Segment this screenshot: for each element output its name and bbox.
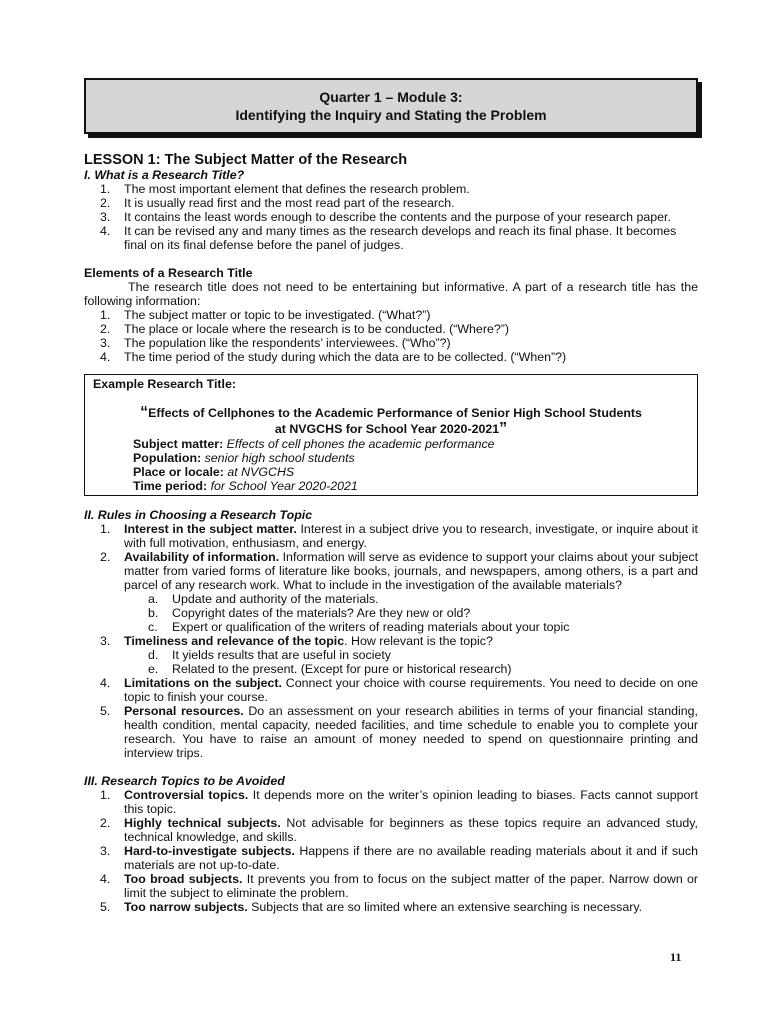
elements-title: Elements of a Research Title xyxy=(84,266,253,280)
module-quarter: Quarter 1 – Module 3: xyxy=(319,89,463,105)
list-item: 2. Highly technical subjects. Not advisable for beginners as these topics require an advanced study, technical knowledge, and skills. xyxy=(100,816,698,844)
sub-item: b. Copyright dates of the materials? Are they new or old? xyxy=(148,606,471,620)
module-header xyxy=(84,78,698,134)
example-field: Subject matter: Effects of cell phones the academic performance xyxy=(133,437,495,451)
lesson-title: LESSON 1: The Subject Matter of the Research xyxy=(84,152,408,168)
list-item: 1. Interest in the subject matter. Interest in a subject drive you to research, investigate, or inquire about it with full motivation, enthusiasm, and energy. xyxy=(100,522,698,550)
list-item: 1. Controversial topics. It depends more on the writer’s opinion leading to biases. Facts cannot support this topic. xyxy=(100,788,699,816)
elements-intro: The research title does not need to be entertaining but informative. A part of a research title has the following information: xyxy=(84,280,698,308)
list-item: 1. The most important element that defines the research problem. xyxy=(100,182,470,196)
list-item: 3. Hard-to-investigate subjects. Happens if there are no available reading materials about it and if such materials are not up-to-date. xyxy=(100,844,698,872)
example-box xyxy=(84,374,698,496)
list-item: 4. Too broad subjects. It prevents you from to focus on the subject matter of the paper. Narrow down or limit the subject to eliminate the problem. xyxy=(100,872,698,900)
section1-list xyxy=(84,182,698,252)
example-field: Place or locale: at NVGCHS xyxy=(133,465,295,479)
list-item: 2. It is usually read first and the most read part of the research. xyxy=(100,196,455,210)
list-item: 3. It contains the least words enough to describe the contents and the purpose of your research paper. xyxy=(100,210,671,224)
example-label: Example Research Title: xyxy=(93,377,237,391)
module-page xyxy=(84,78,698,914)
example-field: Population: senior high school students xyxy=(133,451,355,465)
list-item: 3. The population like the respondents’ interviewees. (“Who”?) xyxy=(100,336,451,350)
section3-list xyxy=(84,788,698,914)
list-item: 4. Limitations on the subject. Connect your choice with course requirements. You need to decide on one topic to finish your course. xyxy=(100,676,698,704)
list-item: 4. The time period of the study during which the data are to be collected. (“When”?) xyxy=(100,350,567,364)
list-item: 5. Too narrow subjects. Subjects that are so limited where an extensive searching is necessary. xyxy=(100,900,643,914)
sub-item: d. It yields results that are useful in society xyxy=(148,648,392,662)
sub-item: c. Expert or qualification of the writers of reading materials about your topic xyxy=(148,620,570,634)
list-item: 2. Availability of information. Information will serve as evidence to support your claims about your subject matter from varied forms of literature like books, journals, and newspapers, among others, is a part and parcel of any research work. What to include in the investigation of the available materials? a. Update and authority of the materials. b. Copyright dates of the materials? Are they new or old? c. Expert or qualification of the writers of reading materials about your topic xyxy=(100,550,699,634)
example-title: “Effects of Cellphones to the Academic Performance of Senior High School Students at NVGCHS for School Year 2020-2021” xyxy=(140,404,642,437)
page-number: 11 xyxy=(670,950,682,964)
section2-title: II. Rules in Choosing a Research Topic xyxy=(84,508,313,522)
list-item: 1. The subject matter or topic to be investigated. (“What?”) xyxy=(100,308,431,322)
list-item: 5. Personal resources. Do an assessment on your research abilities in terms of your financial standing, health condition, mental capacity, needed facilities, and time schedule to enable you to complete your research. You have to raise an amount of money needed to spend on questionnaire printing and interview trips. xyxy=(100,704,698,760)
list-item: 3. Timeliness and relevance of the topic. How relevant is the topic? d. It yields results that are useful in society e. Related to the present. (Except for pure or historical research) xyxy=(84,634,698,676)
sub-list xyxy=(124,648,698,676)
sub-list xyxy=(124,592,698,634)
module-title: Identifying the Inquiry and Stating the Problem xyxy=(235,107,547,123)
list-item: 2. The place or locale where the research is to be conducted. (“Where?”) xyxy=(100,322,509,336)
section2-list xyxy=(84,522,698,760)
example-field: Time period: for School Year 2020-2021 xyxy=(133,479,358,493)
section3-title: III. Research Topics to be Avoided xyxy=(84,774,285,788)
sub-item: a. Update and authority of the materials. xyxy=(148,592,379,606)
elements-list xyxy=(84,308,698,364)
sub-item: e. Related to the present. (Except for pure or historical research) xyxy=(148,662,512,676)
list-item: 4. It can be revised any and many times as the research develops and reach its final phase. It becomes final on its final defense before the panel of judges. xyxy=(100,224,677,252)
example-fields xyxy=(93,437,689,493)
section1-title: I. What is a Research Title? xyxy=(84,168,245,182)
